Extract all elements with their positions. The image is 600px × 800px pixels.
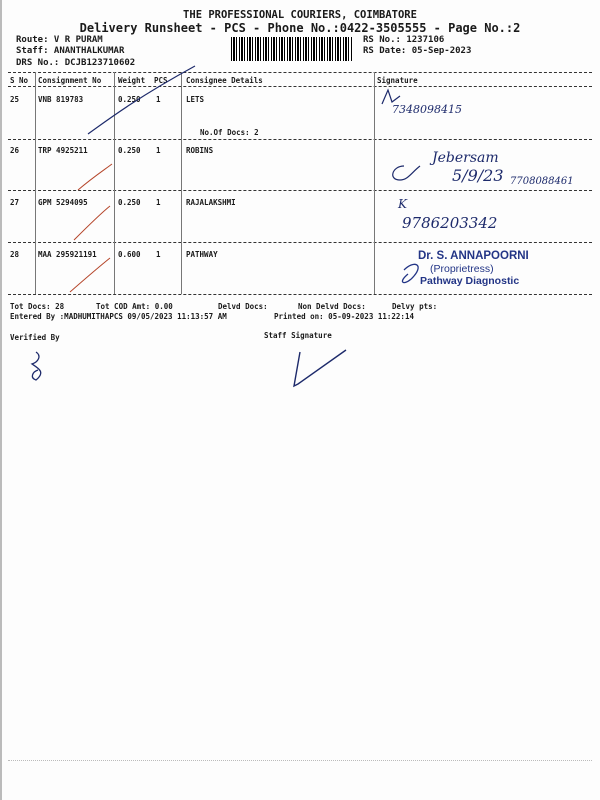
column-header-consignment: Consignment No — [38, 76, 102, 85]
row-sno: 26 — [10, 146, 20, 155]
column-header-consignee: Consignee Details — [186, 76, 263, 85]
staff: Staff: ANANTHALKUMAR — [16, 46, 125, 56]
total-docs: Tot Docs: 28 — [10, 302, 65, 311]
row-weight: 0.250 — [118, 146, 141, 155]
row-sno: 25 — [10, 95, 20, 104]
total-cod-amount: Tot COD Amt: 0.00 — [96, 302, 173, 311]
delivery-points: Delvy pts: — [392, 302, 438, 311]
row-consignment: TRP 4925211 — [38, 146, 88, 155]
column-header-pcs: PCS — [154, 76, 168, 85]
row-sno: 27 — [10, 198, 20, 207]
diagonal-stroke — [70, 258, 110, 292]
company-title: THE PROFESSIONAL COURIERS, COIMBATORE — [183, 9, 417, 21]
column-header-weight: Weight — [118, 76, 146, 85]
handwritten-name: Jebersam — [432, 150, 499, 166]
row-weight: 0.250 — [118, 198, 141, 207]
route: Route: V R PURAM — [16, 35, 103, 45]
delivered-docs: Delvd Docs: — [218, 302, 268, 311]
staff-signature-label: Staff Signature — [264, 331, 332, 340]
signature-scribble — [393, 166, 420, 180]
row-consignee: RAJALAKSHMI — [186, 198, 236, 207]
diagonal-stroke — [78, 164, 112, 190]
printed-on: Printed on: 05-09-2023 11:22:14 — [274, 312, 414, 321]
handwritten-name: K — [398, 197, 407, 211]
handwritten-phone: 9786203342 — [402, 214, 498, 232]
stamp-title: (Proprietress) — [430, 263, 494, 275]
handwritten-phone: 7708088461 — [510, 176, 574, 187]
row-consignee: LETS — [186, 95, 205, 104]
rs-date: RS Date: 05-Sep-2023 — [363, 46, 472, 56]
row-pcs: 1 — [156, 146, 161, 155]
runsheet-title: Delivery Runsheet - PCS - Phone No.:0422-3505555 - Page No.:2 — [79, 21, 521, 35]
column-header-signature: Signature — [377, 76, 418, 85]
doctor-stamp — [400, 250, 550, 290]
drs-number: DRS No.: DCJB123710602 — [16, 58, 136, 68]
row-consignment: VNB 819783 — [38, 95, 84, 104]
row-doc-count: No.Of Docs: 2 — [200, 128, 259, 137]
diagonal-stroke — [88, 66, 195, 134]
non-delivered-docs: Non Delvd Docs: — [298, 302, 366, 311]
entered-by: Entered By :MADHUMITHAPCS 09/05/2023 11:13:57 AM — [10, 312, 227, 321]
verified-by-label: Verified By — [10, 333, 60, 342]
handwritten-date: 5/9/23 — [452, 166, 504, 185]
signature-scribble — [382, 90, 400, 104]
row-consignee: PATHWAY — [186, 250, 218, 259]
rs-number: RS No.: 1237106 — [363, 35, 445, 45]
verified-signature-scribble — [32, 352, 41, 380]
row-consignment: MAA 295921191 — [38, 250, 97, 259]
handwritten-phone: 7348098415 — [392, 103, 462, 116]
stamp-organization: Pathway Diagnostic — [420, 275, 520, 287]
diagonal-stroke — [74, 206, 110, 240]
stamp-name: Dr. S. ANNAPOORNI — [418, 250, 529, 262]
row-weight: 0.250 — [118, 95, 141, 104]
column-header-sno: S No — [10, 76, 29, 85]
row-weight: 0.600 — [118, 250, 141, 259]
scan-artifact-line — [8, 760, 592, 761]
row-sno: 28 — [10, 250, 20, 259]
row-pcs: 1 — [156, 95, 161, 104]
row-consignment: GPM 5294095 — [38, 198, 88, 207]
row-consignee: ROBINS — [186, 146, 214, 155]
row-pcs: 1 — [156, 198, 161, 207]
staff-signature-scribble — [294, 350, 346, 386]
row-pcs: 1 — [156, 250, 161, 259]
